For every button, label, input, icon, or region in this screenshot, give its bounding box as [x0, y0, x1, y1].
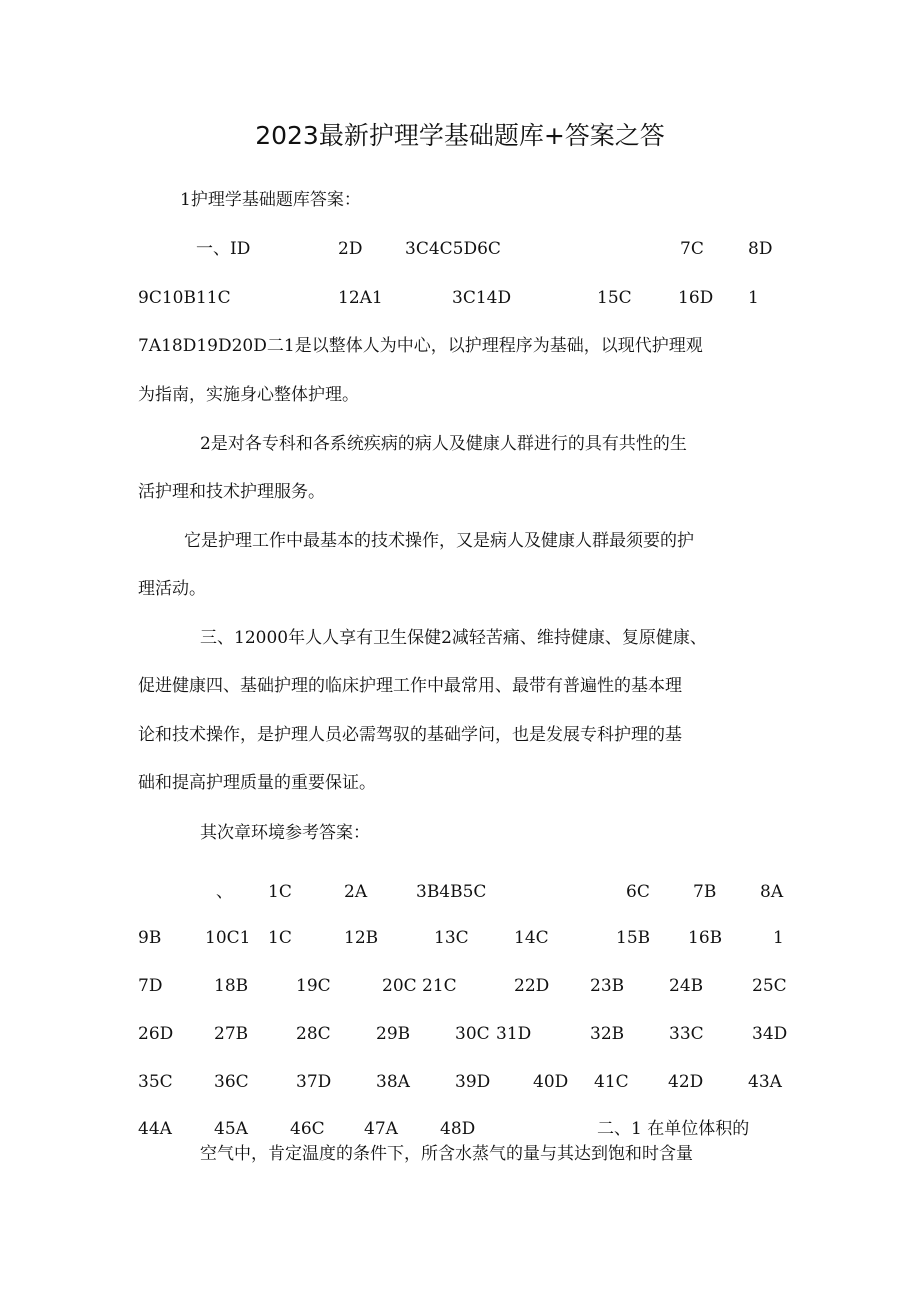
answer-item: 7C [680, 239, 704, 259]
answer-item: 38A [376, 1072, 410, 1092]
paragraph-4-line-3: 论和技术操作，是护理人员必需驾驭的基础学问，也是发展专科护理的基 [138, 725, 682, 745]
answer-item: 32B [590, 1024, 625, 1044]
answer-item: 30C [455, 1024, 490, 1044]
answer-item: 12B [344, 928, 379, 948]
answer-item: 33C [669, 1024, 704, 1044]
answer-item: 22D [514, 976, 550, 996]
paragraph-1-line-1: 7A18D19D20D二1是以整体人为中心，以护理程序为基础，以现代护理观 [138, 336, 703, 356]
answer-item: 41C [594, 1072, 629, 1092]
answer-item: 37D [296, 1072, 332, 1092]
answer-item: 9B [138, 928, 162, 948]
answer-item: 16D [678, 288, 714, 308]
answer-item: 1 [773, 928, 784, 948]
answer-item: 8A [760, 882, 784, 902]
answer-item: 29B [376, 1024, 411, 1044]
paragraph-3-line-2: 理活动。 [138, 579, 206, 599]
answer-item: 28C [296, 1024, 331, 1044]
answer-item: 15C [597, 288, 632, 308]
paragraph-4-line-4: 础和提高护理质量的重要保证。 [138, 773, 376, 793]
answer-item: 19C [296, 976, 331, 996]
section1-heading: 1护理学基础题库答案： [180, 190, 361, 210]
document-title: 2023最新护理学基础题库+答案之答 [255, 121, 665, 150]
answer-item: 27B [214, 1024, 249, 1044]
answer-item: 3C14D [452, 288, 512, 308]
answer-item: 26D [138, 1024, 174, 1044]
answer-item: 1C [268, 882, 292, 902]
paragraph-3-line-1: 它是护理工作中最基本的技术操作，又是病人及健康人群最须要的护 [184, 531, 694, 551]
answer-item: 45A [214, 1119, 248, 1139]
answer-item: 6C [626, 882, 650, 902]
answer-item: 7D [138, 976, 163, 996]
paragraph-1-line-2: 为指南，实施身心整体护理。 [138, 385, 359, 405]
answer-item: 3B4B5C [416, 882, 487, 902]
answer-item: 34D [752, 1024, 788, 1044]
answer-item: 18B [214, 976, 249, 996]
answer-item: 31D [496, 1024, 532, 1044]
answer-item: 40D [533, 1072, 569, 1092]
answer-item: 23B [590, 976, 625, 996]
answer-item: 39D [455, 1072, 491, 1092]
answer-item: 25C [752, 976, 787, 996]
answer-item: 10C1 [205, 928, 251, 948]
answer-item: 12A1 [338, 288, 383, 308]
answer-item: 43A [748, 1072, 782, 1092]
answer-item: 14C [514, 928, 549, 948]
answer-item: 46C [290, 1119, 325, 1139]
answer-item: 二、1 在单位体积的 [597, 1119, 750, 1139]
answer-item: 16B [688, 928, 723, 948]
paragraph-last-line: 空气中，肯定温度的条件下，所含水蒸气的量与其达到饱和时含量 [200, 1144, 693, 1164]
answer-item: 9C10B11C [138, 288, 231, 308]
answer-item: 13C [434, 928, 469, 948]
answer-item: 8D [748, 239, 773, 259]
answer-item: 15B [616, 928, 651, 948]
paragraph-4-line-1: 三、12000年人人享有卫生保健2减轻苦痛、维持健康、复原健康、 [200, 628, 707, 648]
answer-item: 24B [669, 976, 704, 996]
answer-item: 3C4C5D6C [405, 239, 501, 259]
answer-item: 47A [364, 1119, 398, 1139]
answer-item: 35C [138, 1072, 173, 1092]
answer-item: 2D [338, 239, 363, 259]
paragraph-2-line-2: 活护理和技术护理服务。 [138, 482, 325, 502]
answer-item: 1 [748, 288, 759, 308]
answer-item: 42D [668, 1072, 704, 1092]
section2-heading: 其次章环境参考答案： [200, 823, 370, 843]
answer-item: 7B [693, 882, 717, 902]
answer-item: 36C [214, 1072, 249, 1092]
answer-item: 44A [138, 1119, 172, 1139]
answer-item: 48D [440, 1119, 476, 1139]
answer-item: 、 [216, 882, 233, 902]
paragraph-4-line-2: 促进健康四、基础护理的临床护理工作中最常用、最带有普遍性的基本理 [138, 676, 682, 696]
answer-item: 2A [344, 882, 368, 902]
answer-item: 1C [268, 928, 292, 948]
answer-item: 20C 21C [382, 976, 457, 996]
paragraph-2-line-1: 2是对各专科和各系统疾病的病人及健康人群进行的具有共性的生 [200, 434, 687, 454]
answer-item: 一、ID [196, 239, 251, 259]
